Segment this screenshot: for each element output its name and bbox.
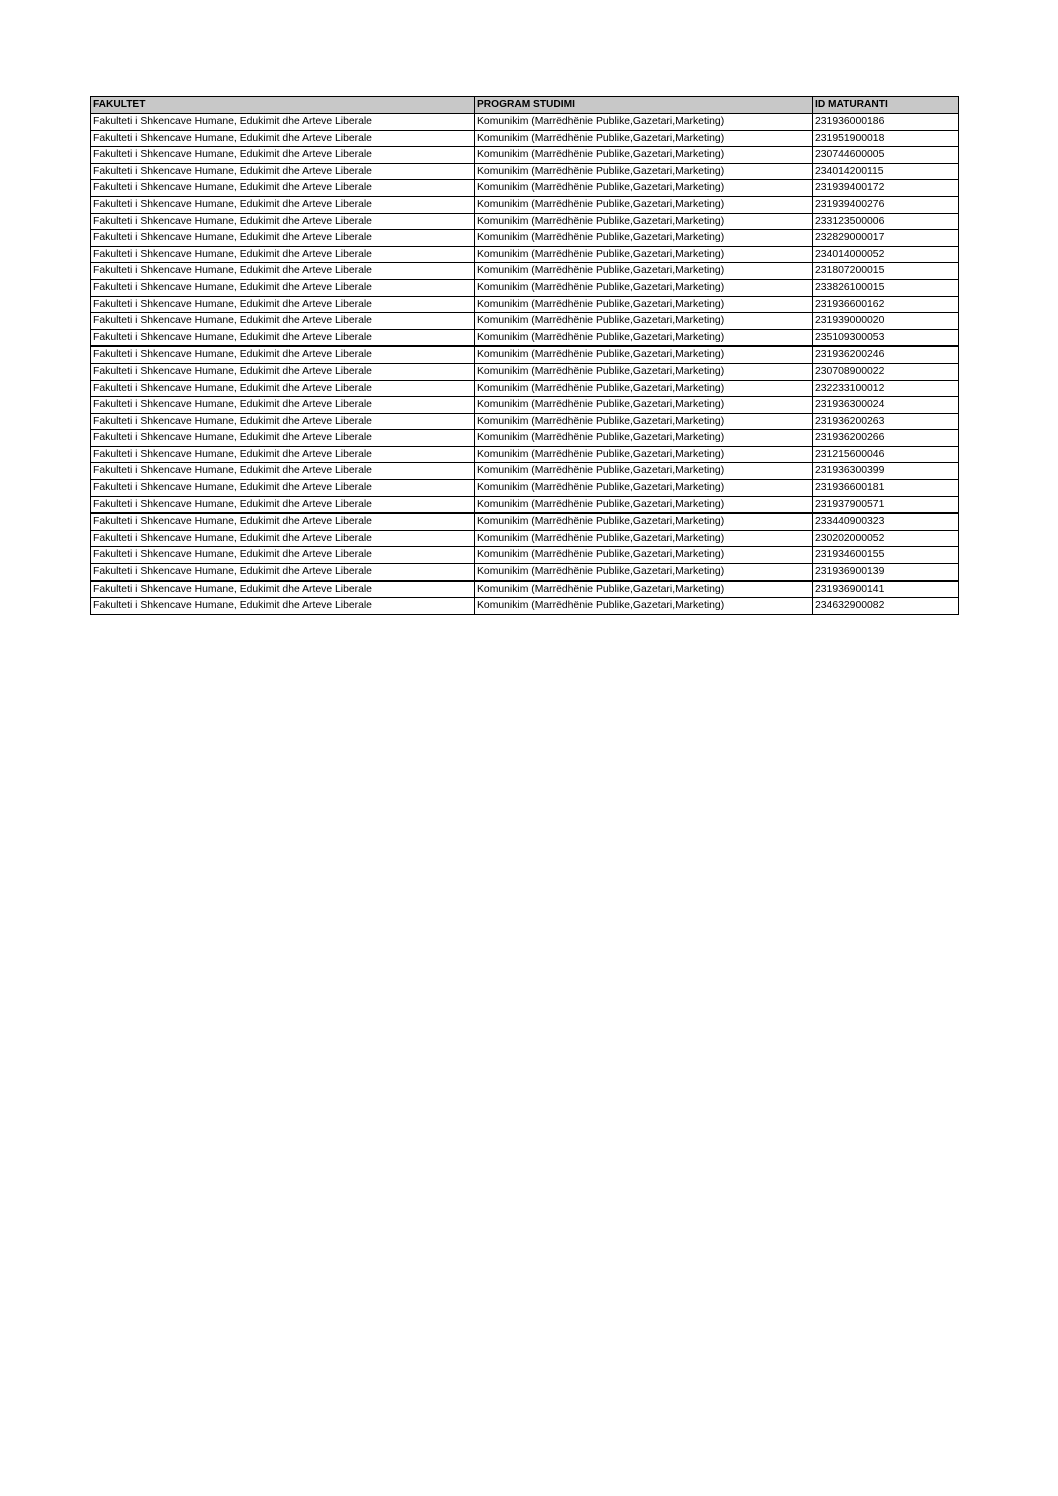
cell-program: Komunikim (Marrëdhënie Publike,Gazetari,Marketing) [475, 430, 813, 447]
table-row [91, 581, 959, 598]
cell-fakultet: Fakulteti i Shkencave Humane, Edukimit dhe Arteve Liberale [91, 279, 475, 296]
table-row [91, 213, 959, 230]
cell-id: 233440900323 [813, 513, 959, 530]
cell-program: Komunikim (Marrëdhënie Publike,Gazetari,Marketing) [475, 114, 813, 131]
cell-fakultet: Fakulteti i Shkencave Humane, Edukimit dhe Arteve Liberale [91, 564, 475, 581]
cell-fakultet: Fakulteti i Shkencave Humane, Edukimit dhe Arteve Liberale [91, 547, 475, 564]
cell-program: Komunikim (Marrëdhënie Publike,Gazetari,Marketing) [475, 530, 813, 547]
cell-id: 231936200246 [813, 346, 959, 363]
cell-program: Komunikim (Marrëdhënie Publike,Gazetari,Marketing) [475, 598, 813, 615]
table-row [91, 446, 959, 463]
cell-id: 233826100015 [813, 279, 959, 296]
cell-id: 231939400276 [813, 196, 959, 213]
cell-program: Komunikim (Marrëdhënie Publike,Gazetari,Marketing) [475, 230, 813, 247]
cell-id: 230202000052 [813, 530, 959, 547]
cell-id: 231936300399 [813, 463, 959, 480]
cell-id: 231936600181 [813, 480, 959, 497]
table-row [91, 480, 959, 497]
cell-id: 231937900571 [813, 496, 959, 513]
cell-program: Komunikim (Marrëdhënie Publike,Gazetari,Marketing) [475, 480, 813, 497]
cell-id: 231939000020 [813, 313, 959, 330]
cell-program: Komunikim (Marrëdhënie Publike,Gazetari,Marketing) [475, 180, 813, 197]
cell-fakultet: Fakulteti i Shkencave Humane, Edukimit dhe Arteve Liberale [91, 397, 475, 414]
cell-fakultet: Fakulteti i Shkencave Humane, Edukimit dhe Arteve Liberale [91, 463, 475, 480]
table-header [91, 97, 959, 114]
cell-id: 231936900139 [813, 564, 959, 581]
table-row [91, 397, 959, 414]
table-row [91, 530, 959, 547]
cell-program: Komunikim (Marrëdhënie Publike,Gazetari,Marketing) [475, 446, 813, 463]
cell-fakultet: Fakulteti i Shkencave Humane, Edukimit dhe Arteve Liberale [91, 581, 475, 598]
cell-program: Komunikim (Marrëdhënie Publike,Gazetari,Marketing) [475, 279, 813, 296]
cell-fakultet: Fakulteti i Shkencave Humane, Edukimit dhe Arteve Liberale [91, 430, 475, 447]
cell-id: 235109300053 [813, 329, 959, 346]
table-row [91, 430, 959, 447]
table-row [91, 279, 959, 296]
cell-fakultet: Fakulteti i Shkencave Humane, Edukimit dhe Arteve Liberale [91, 196, 475, 213]
cell-id: 231934600155 [813, 547, 959, 564]
cell-id: 230744600005 [813, 147, 959, 164]
cell-program: Komunikim (Marrëdhënie Publike,Gazetari,Marketing) [475, 564, 813, 581]
cell-program: Komunikim (Marrëdhënie Publike,Gazetari,Marketing) [475, 513, 813, 530]
cell-fakultet: Fakulteti i Shkencave Humane, Edukimit dhe Arteve Liberale [91, 163, 475, 180]
column-header-fakultet: FAKULTET [91, 97, 475, 114]
cell-id: 233123500006 [813, 213, 959, 230]
cell-program: Komunikim (Marrëdhënie Publike,Gazetari,Marketing) [475, 547, 813, 564]
cell-id: 231936200266 [813, 430, 959, 447]
cell-id: 230708900022 [813, 363, 959, 380]
cell-program: Komunikim (Marrëdhënie Publike,Gazetari,Marketing) [475, 263, 813, 280]
cell-fakultet: Fakulteti i Shkencave Humane, Edukimit dhe Arteve Liberale [91, 346, 475, 363]
table-row [91, 246, 959, 263]
cell-fakultet: Fakulteti i Shkencave Humane, Edukimit dhe Arteve Liberale [91, 480, 475, 497]
cell-program: Komunikim (Marrëdhënie Publike,Gazetari,Marketing) [475, 196, 813, 213]
cell-program: Komunikim (Marrëdhënie Publike,Gazetari,Marketing) [475, 496, 813, 513]
cell-program: Komunikim (Marrëdhënie Publike,Gazetari,Marketing) [475, 346, 813, 363]
cell-id: 231936900141 [813, 581, 959, 598]
cell-program: Komunikim (Marrëdhënie Publike,Gazetari,Marketing) [475, 413, 813, 430]
cell-program: Komunikim (Marrëdhënie Publike,Gazetari,Marketing) [475, 581, 813, 598]
cell-program: Komunikim (Marrëdhënie Publike,Gazetari,Marketing) [475, 147, 813, 164]
table-row [91, 513, 959, 530]
cell-program: Komunikim (Marrëdhënie Publike,Gazetari,Marketing) [475, 163, 813, 180]
cell-fakultet: Fakulteti i Shkencave Humane, Edukimit dhe Arteve Liberale [91, 513, 475, 530]
cell-id: 231936200263 [813, 413, 959, 430]
cell-fakultet: Fakulteti i Shkencave Humane, Edukimit dhe Arteve Liberale [91, 329, 475, 346]
cell-id: 234014000052 [813, 246, 959, 263]
cell-fakultet: Fakulteti i Shkencave Humane, Edukimit dhe Arteve Liberale [91, 413, 475, 430]
cell-program: Komunikim (Marrëdhënie Publike,Gazetari,Marketing) [475, 296, 813, 313]
table-row [91, 564, 959, 581]
cell-fakultet: Fakulteti i Shkencave Humane, Edukimit dhe Arteve Liberale [91, 296, 475, 313]
cell-fakultet: Fakulteti i Shkencave Humane, Edukimit dhe Arteve Liberale [91, 313, 475, 330]
cell-program: Komunikim (Marrëdhënie Publike,Gazetari,Marketing) [475, 363, 813, 380]
table-row [91, 346, 959, 363]
cell-fakultet: Fakulteti i Shkencave Humane, Edukimit dhe Arteve Liberale [91, 213, 475, 230]
cell-program: Komunikim (Marrëdhënie Publike,Gazetari,Marketing) [475, 213, 813, 230]
cell-program: Komunikim (Marrëdhënie Publike,Gazetari,Marketing) [475, 397, 813, 414]
cell-fakultet: Fakulteti i Shkencave Humane, Edukimit dhe Arteve Liberale [91, 130, 475, 147]
cell-program: Komunikim (Marrëdhënie Publike,Gazetari,Marketing) [475, 329, 813, 346]
cell-program: Komunikim (Marrëdhënie Publike,Gazetari,Marketing) [475, 463, 813, 480]
cell-id: 231936300024 [813, 397, 959, 414]
table-row [91, 380, 959, 397]
cell-fakultet: Fakulteti i Shkencave Humane, Edukimit dhe Arteve Liberale [91, 363, 475, 380]
cell-fakultet: Fakulteti i Shkencave Humane, Edukimit dhe Arteve Liberale [91, 496, 475, 513]
cell-id: 234632900082 [813, 598, 959, 615]
cell-fakultet: Fakulteti i Shkencave Humane, Edukimit dhe Arteve Liberale [91, 246, 475, 263]
table-row [91, 130, 959, 147]
cell-program: Komunikim (Marrëdhënie Publike,Gazetari,Marketing) [475, 246, 813, 263]
table-row [91, 163, 959, 180]
cell-fakultet: Fakulteti i Shkencave Humane, Edukimit dhe Arteve Liberale [91, 180, 475, 197]
cell-fakultet: Fakulteti i Shkencave Humane, Edukimit dhe Arteve Liberale [91, 263, 475, 280]
table-row [91, 463, 959, 480]
cell-fakultet: Fakulteti i Shkencave Humane, Edukimit dhe Arteve Liberale [91, 147, 475, 164]
cell-program: Komunikim (Marrëdhënie Publike,Gazetari,Marketing) [475, 313, 813, 330]
table-row [91, 296, 959, 313]
table-row [91, 313, 959, 330]
table-row [91, 114, 959, 131]
table-row [91, 180, 959, 197]
column-header-program-studimi: PROGRAM STUDIMI [475, 97, 813, 114]
cell-fakultet: Fakulteti i Shkencave Humane, Edukimit dhe Arteve Liberale [91, 598, 475, 615]
table-row [91, 263, 959, 280]
cell-id: 231939400172 [813, 180, 959, 197]
cell-id: 231215600046 [813, 446, 959, 463]
cell-id: 234014200115 [813, 163, 959, 180]
header-row [91, 97, 959, 114]
cell-fakultet: Fakulteti i Shkencave Humane, Edukimit dhe Arteve Liberale [91, 114, 475, 131]
cell-id: 232829000017 [813, 230, 959, 247]
cell-id: 231951900018 [813, 130, 959, 147]
spreadsheet-page [90, 96, 958, 615]
cell-program: Komunikim (Marrëdhënie Publike,Gazetari,Marketing) [475, 130, 813, 147]
table-row [91, 147, 959, 164]
cell-fakultet: Fakulteti i Shkencave Humane, Edukimit dhe Arteve Liberale [91, 446, 475, 463]
cell-id: 232233100012 [813, 380, 959, 397]
cell-fakultet: Fakulteti i Shkencave Humane, Edukimit dhe Arteve Liberale [91, 230, 475, 247]
table-row [91, 230, 959, 247]
cell-fakultet: Fakulteti i Shkencave Humane, Edukimit dhe Arteve Liberale [91, 530, 475, 547]
table-row [91, 496, 959, 513]
cell-id: 231936600162 [813, 296, 959, 313]
table-row [91, 413, 959, 430]
cell-program: Komunikim (Marrëdhënie Publike,Gazetari,Marketing) [475, 380, 813, 397]
table-row [91, 329, 959, 346]
cell-id: 231936000186 [813, 114, 959, 131]
table-body [91, 114, 959, 615]
students-table [90, 96, 959, 615]
cell-fakultet: Fakulteti i Shkencave Humane, Edukimit dhe Arteve Liberale [91, 380, 475, 397]
cell-id: 231807200015 [813, 263, 959, 280]
column-header-id-maturanti: ID MATURANTI [813, 97, 959, 114]
table-row [91, 363, 959, 380]
table-row [91, 547, 959, 564]
table-row [91, 196, 959, 213]
table-row [91, 598, 959, 615]
